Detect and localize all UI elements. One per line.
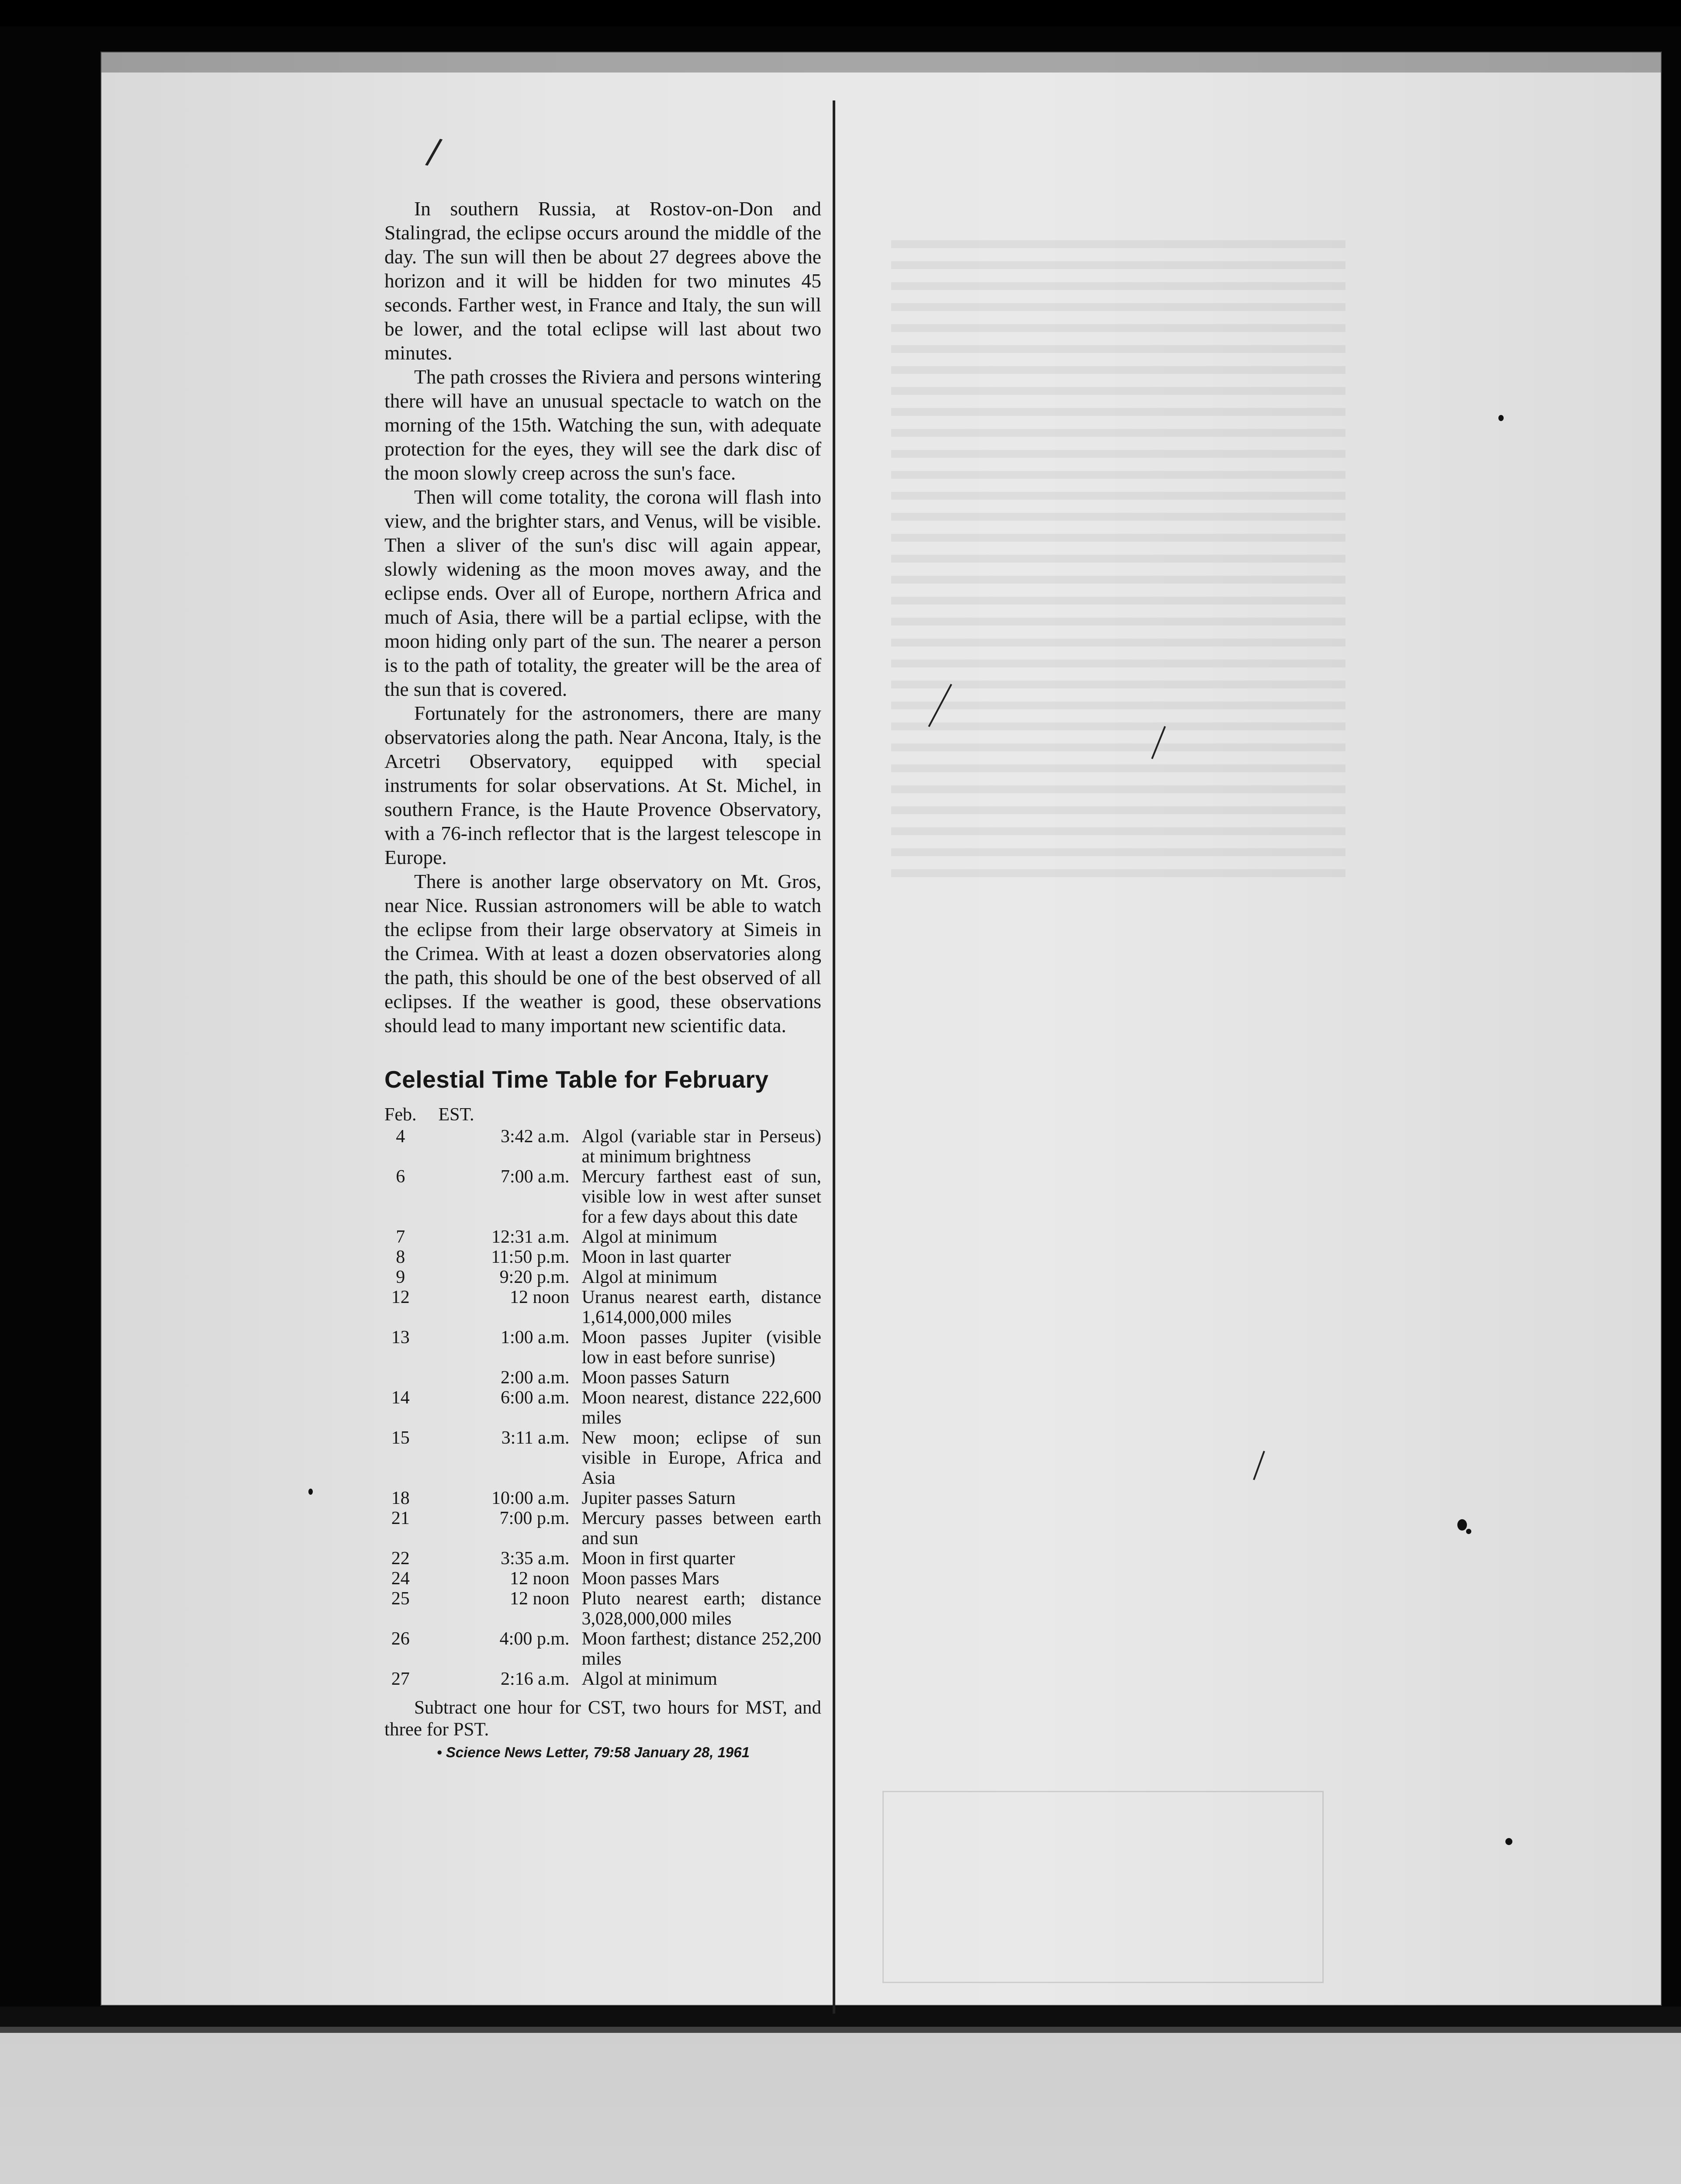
article-column [384, 197, 821, 1761]
lower-mount [0, 2027, 1681, 2184]
row-time: 11:50 p.m. [491, 1247, 570, 1267]
table-row [384, 1589, 821, 1629]
row-event: Moon passes Saturn [581, 1368, 730, 1388]
row-day: 22 [391, 1548, 410, 1569]
row-time: 3:42 a.m. [501, 1127, 570, 1147]
row-time: 7:00 p.m. [499, 1508, 570, 1528]
row-day: 15 [391, 1428, 410, 1448]
source-citation: • Science News Letter, 79:58 January 28, 1961 [437, 1744, 750, 1760]
row-event: Mercury farthest east of sun, visible low in west after sunset for a few days about this date [581, 1167, 821, 1227]
faint-bleed-through-stamp [882, 1791, 1324, 1983]
article-paragraph: Fortunately for the astronomers, there are many observatories along the path. Near Ancona, Italy, is the Arcetri Observatory, equipped with special instruments for solar observations. At St. Michel, in southern France, is the Haute Provence Observatory, with a 76-inch reflector that is the largest telescope in Europe. [384, 702, 821, 868]
timezone-note: Subtract one hour for CST, two hours for MST, and three for PST. [384, 1697, 821, 1740]
table-row [384, 1368, 821, 1388]
table-row [384, 1428, 821, 1488]
table-row [384, 1127, 821, 1167]
article-paragraph: There is another large observatory on Mt. Gros, near Nice. Russian astronomers will be able to watch the eclipse from their large observatory at Simeis in the Crimea. With at least a dozen observatories along the path, this should be one of the best observed of all eclipses. If the weather is good, these observations should lead to many important new scientific data. [384, 870, 821, 1037]
page-sheet [101, 52, 1661, 2005]
row-event: Algol at minimum [581, 1227, 717, 1247]
row-time: 12 noon [510, 1569, 570, 1589]
row-time: 7:00 a.m. [501, 1167, 570, 1187]
row-event: Jupiter passes Saturn [581, 1488, 736, 1508]
row-time: 4:00 p.m. [499, 1629, 570, 1649]
row-day: 8 [396, 1247, 405, 1267]
row-day: 26 [391, 1629, 410, 1649]
row-time: 3:35 a.m. [501, 1548, 570, 1569]
column-header-est: EST. [438, 1105, 474, 1125]
row-time: 9:20 p.m. [499, 1267, 570, 1287]
row-time: 12 noon [510, 1287, 570, 1307]
row-day: 24 [391, 1569, 410, 1589]
row-time: 10:00 a.m. [491, 1488, 570, 1508]
column-rule [833, 100, 835, 2014]
table-row [384, 1488, 821, 1508]
row-day: 12 [391, 1287, 410, 1307]
scan-speck [1457, 1519, 1467, 1531]
mount-strip [101, 52, 1661, 73]
row-event: Moon nearest, distance 222,600 miles [581, 1388, 821, 1428]
row-event: Moon in first quarter [581, 1548, 735, 1569]
scan-speck [1498, 415, 1504, 421]
table-row [384, 1227, 821, 1247]
row-time: 3:11 a.m. [501, 1428, 570, 1448]
row-event: Moon farthest; distance 252,200 miles [581, 1629, 821, 1669]
table-row [384, 1247, 821, 1267]
table-row [384, 1629, 821, 1669]
row-day: 25 [391, 1589, 410, 1609]
celestial-timetable [384, 1105, 821, 1689]
table-row [384, 1508, 821, 1548]
row-event: Moon passes Jupiter (visible low in east before sunrise) [581, 1327, 821, 1368]
row-time: 12 noon [510, 1589, 570, 1609]
handwritten-mark: / [424, 130, 444, 173]
row-time: 1:00 a.m. [501, 1327, 570, 1348]
row-event: Mercury passes between earth and sun [581, 1508, 821, 1548]
row-day [384, 1368, 417, 1388]
row-event: Algol (variable star in Perseus) at minimum brightness [581, 1127, 821, 1167]
row-day: 21 [391, 1508, 410, 1528]
row-event: Algol at minimum [581, 1267, 717, 1287]
timetable-header-row [384, 1105, 821, 1127]
row-event: Moon in last quarter [581, 1247, 731, 1267]
table-row [384, 1548, 821, 1569]
article-paragraph: In southern Russia, at Rostov-on-Don and Stalingrad, the eclipse occurs around the middle of the day. The sun will then be about 27 degrees above the horizon and it will be hidden for two minutes 45 seconds. Farther west, in France and Italy, the sun will be lower, and the total eclipse will last about two minutes. [384, 197, 821, 364]
column-header-feb: Feb. [384, 1105, 417, 1125]
scan-speck [1466, 1529, 1471, 1534]
row-day: 6 [396, 1167, 405, 1187]
row-day: 13 [391, 1327, 410, 1348]
article-paragraph: Then will come totality, the corona will flash into view, and the brighter stars, and Venus, will be visible. Then a sliver of the sun's disc will again appear, slowly widening as the moon moves away, and the eclipse ends. Over all of Europe, northern Africa and much of Asia, there will be a partial eclipse, with the moon hiding only part of the sun. The nearer a person is to the path of totality, the greater will be the area of the sun that is covered. [384, 486, 821, 700]
table-row [384, 1267, 821, 1287]
row-time: 12:31 a.m. [491, 1227, 570, 1247]
row-event: Moon passes Mars [581, 1569, 719, 1589]
page-bottom-shadow [0, 2007, 1681, 2033]
scan-speck [1505, 1838, 1512, 1845]
table-row [384, 1569, 821, 1589]
row-event: New moon; eclipse of sun visible in Europe, Africa and Asia [581, 1428, 821, 1488]
table-row [384, 1287, 821, 1327]
timetable-heading: Celestial Time Table for February [384, 1066, 769, 1093]
row-time: 2:00 a.m. [501, 1368, 570, 1388]
table-row [384, 1167, 821, 1227]
row-day: 7 [396, 1227, 405, 1247]
table-row [384, 1388, 821, 1428]
row-day: 4 [396, 1127, 405, 1147]
scan-speck [308, 1489, 313, 1495]
row-day: 9 [396, 1267, 405, 1287]
table-row [384, 1669, 821, 1689]
row-event: Algol at minimum [581, 1669, 717, 1689]
row-day: 18 [391, 1488, 410, 1508]
article-paragraph: The path crosses the Riviera and persons wintering there will have an unusual spectacle to watch on the morning of the 15th. Watching the sun, with adequate protection for the eyes, they will see the dark disc of the moon slowly creep across the sun's face. [384, 366, 821, 484]
row-time: 2:16 a.m. [501, 1669, 570, 1689]
bleed-through-text [891, 227, 1345, 882]
row-time: 6:00 a.m. [501, 1388, 570, 1408]
row-day: 14 [391, 1388, 410, 1408]
row-event: Pluto nearest earth; distance 3,028,000,000 miles [581, 1589, 821, 1629]
table-row [384, 1327, 821, 1368]
row-event: Uranus nearest earth, distance 1,614,000,000 miles [581, 1287, 821, 1327]
row-day: 27 [391, 1669, 410, 1689]
scan-top-edge [0, 0, 1681, 26]
